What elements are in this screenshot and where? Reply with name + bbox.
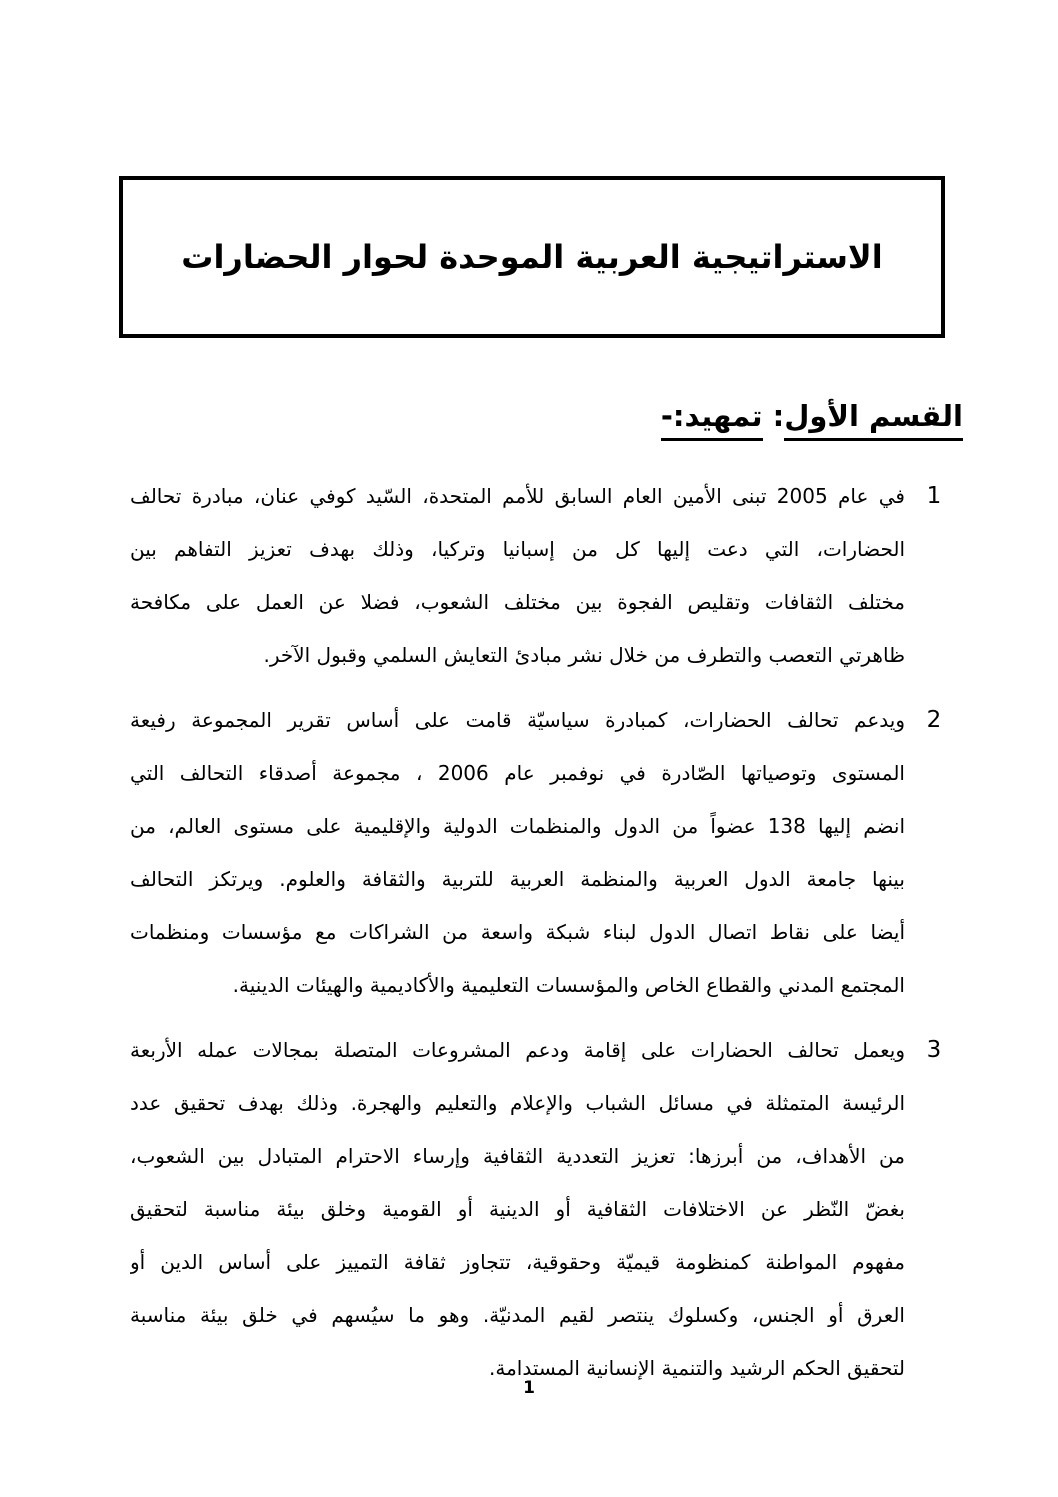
paragraph-line: ويعمل تحالف الحضارات على إقامة ودعم المشروعات المتصلة بمجالات عمله الأربعة bbox=[130, 1038, 905, 1062]
paragraph-2-number: 2 bbox=[926, 707, 942, 733]
document-title: الاستراتيجية العربية الموحدة لحوار الحضارات bbox=[181, 238, 883, 276]
paragraph-line: الرئيسة المتمثلة في مسائل الشباب والإعلام والتعليم والهجرة. وذلك بهدف تحقيق عدد bbox=[130, 1091, 905, 1115]
section-heading bbox=[661, 392, 963, 440]
paragraph-line: في عام 2005 تبنى الأمين العام السابق للأمم المتحدة، السّيد كوفي عنان، مبادرة تحالف bbox=[130, 484, 905, 508]
paragraph-line: العرق أو الجنس، وكسلوك ينتصر لقيم المدنيّة. وهو ما سيُسهم في خلق بيئة مناسبة bbox=[130, 1303, 905, 1327]
paragraph-3 bbox=[130, 1024, 963, 1395]
paragraph-2 bbox=[130, 694, 963, 1012]
paragraph-line: من الأهداف، من أبرزها: تعزيز التعددية الثقافية وإرساء الاحترام المتبادل بين الشعوب، bbox=[130, 1144, 905, 1168]
paragraph-line: ويدعم تحالف الحضارات، كمبادرة سياسيّة قامت على أساس تقرير المجموعة رفيعة bbox=[130, 708, 905, 732]
paragraph-line: ظاهرتي التعصب والتطرف من خلال نشر مبادئ التعايش السلمي وقبول الآخر. bbox=[263, 643, 905, 667]
paragraph-line: بينها جامعة الدول العربية والمنظمة العربية للتربية والثقافة والعلوم. ويرتكز التحالف bbox=[130, 867, 905, 891]
paragraph-line: الحضارات، التي دعت إليها كل من إسبانيا وتركيا، وذلك بهدف تعزيز التفاهم بين bbox=[130, 537, 905, 561]
paragraph-line: مختلف الثقافات وتقليص الفجوة بين مختلف الشعوب، فضلا عن العمل على مكافحة bbox=[130, 590, 905, 614]
paragraph-line: انضم إليها 138 عضواً من الدول والمنظمات الدولية والإقليمية على مستوى العالم، من bbox=[130, 814, 905, 838]
section-heading-separator: : bbox=[762, 399, 785, 433]
paragraph-line: أيضا على نقاط اتصال الدول لبناء شبكة واسعة من الشراكات مع مؤسسات ومنظمات bbox=[130, 920, 905, 944]
title-box bbox=[119, 176, 945, 338]
paragraph-2-text bbox=[130, 694, 905, 1012]
paragraph-line: المجتمع المدني والقطاع الخاص والمؤسسات التعليمية والأكاديمية والهيئات الدينية. bbox=[232, 973, 905, 997]
paragraph-line: المستوى وتوصياتها الصّادرة في نوفمبر عام 2006 ، مجموعة أصدقاء التحالف التي bbox=[130, 761, 905, 785]
paragraph-1 bbox=[130, 470, 963, 682]
section-heading-part2: تمهيد:- bbox=[661, 399, 763, 441]
paragraph-line: مفهوم المواطنة كمنظومة قيميّة وحقوقية، تتجاوز ثقافة التمييز على أساس الدين أو bbox=[130, 1250, 905, 1274]
section-heading-part1: القسم الأول bbox=[784, 399, 963, 441]
paragraph-1-number: 1 bbox=[926, 483, 942, 509]
paragraph-line: لتحقيق الحكم الرشيد والتنمية الإنسانية المستدامة. bbox=[489, 1356, 905, 1380]
page-number-footer: 1 bbox=[523, 1378, 535, 1398]
paragraphs-container bbox=[130, 470, 963, 1407]
paragraph-1-text bbox=[130, 470, 905, 682]
paragraph-3-text bbox=[130, 1024, 905, 1395]
paragraph-3-number: 3 bbox=[926, 1037, 942, 1063]
paragraph-line: بغضّ النّظر عن الاختلافات الثقافية أو الدينية أو القومية وخلق بيئة مناسبة لتحقيق bbox=[130, 1197, 905, 1221]
